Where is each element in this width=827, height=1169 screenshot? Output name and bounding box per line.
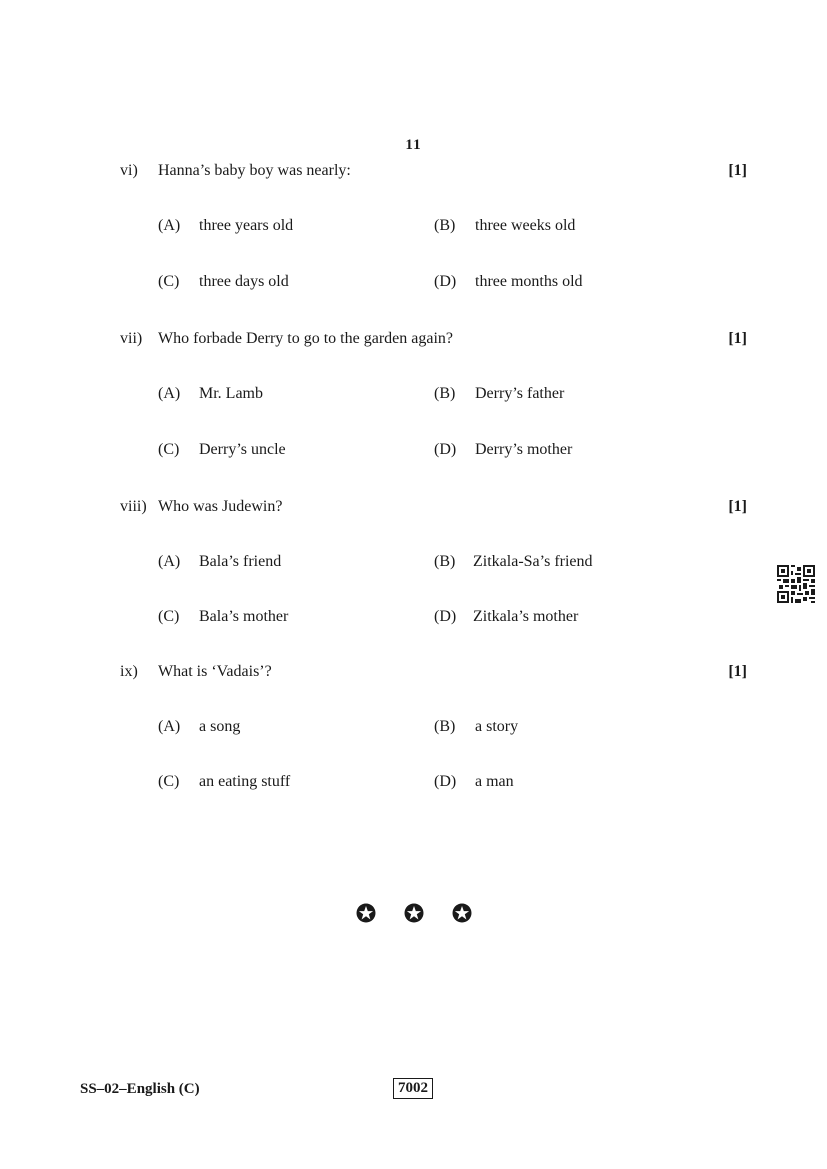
option-text: three days old [199, 273, 289, 290]
question-marks: [1] [728, 330, 747, 347]
option-text: Derry’s uncle [199, 441, 286, 458]
option-letter: (D) [434, 273, 457, 290]
question-marks: [1] [728, 162, 747, 179]
option-text: three weeks old [475, 217, 576, 234]
option-letter: (D) [434, 608, 457, 625]
option-d [434, 273, 583, 295]
option-d [434, 773, 514, 795]
option-b [434, 718, 518, 740]
option-text: Derry’s mother [475, 441, 573, 458]
end-of-paper-marks [0, 903, 827, 928]
option-a [158, 553, 281, 575]
question-marks: [1] [728, 663, 747, 680]
option-text: a story [475, 718, 519, 735]
option-a [158, 217, 293, 239]
option-letter: (A) [158, 385, 181, 402]
question-text: Hanna’s baby boy was nearly: [158, 162, 351, 179]
option-c [158, 773, 290, 795]
question-vii [0, 330, 827, 354]
option-letter: (A) [158, 718, 181, 735]
option-text: Bala’s friend [199, 553, 282, 570]
option-text: three years old [199, 217, 294, 234]
option-letter: (D) [434, 773, 457, 790]
option-letter: (A) [158, 217, 181, 234]
option-text: a song [199, 718, 241, 735]
option-a [158, 385, 263, 407]
option-letter: (C) [158, 608, 180, 625]
option-text: a man [475, 773, 514, 790]
question-number: vii) [120, 330, 143, 347]
question-number: vi) [120, 162, 138, 179]
footer-paper-code: SS–02–English (C) [80, 1081, 200, 1097]
question-number: ix) [120, 663, 138, 680]
footer-boxed-number: 7002 [393, 1078, 433, 1099]
option-letter: (C) [158, 773, 180, 790]
option-letter: (B) [434, 718, 456, 735]
option-letter: (B) [434, 553, 456, 570]
question-text: Who was Judewin? [158, 498, 283, 515]
option-d [434, 608, 578, 630]
question-viii [0, 498, 827, 522]
question-text: Who forbade Derry to go to the garden again? [158, 330, 453, 347]
star-icon [452, 903, 472, 923]
option-a [158, 718, 240, 740]
option-text: Zitkala-Sa’s friend [473, 553, 593, 570]
question-vi [0, 162, 827, 186]
question-ix [0, 663, 827, 687]
option-c [158, 441, 286, 463]
page-number: 11 [405, 137, 422, 153]
star-icon [404, 903, 424, 923]
option-letter: (C) [158, 273, 180, 290]
option-b [434, 217, 575, 239]
option-d [434, 441, 572, 463]
option-c [158, 608, 288, 630]
option-b [434, 385, 564, 407]
option-b [434, 553, 593, 575]
option-c [158, 273, 289, 295]
option-text: an eating stuff [199, 773, 291, 790]
option-letter: (B) [434, 385, 456, 402]
option-letter: (C) [158, 441, 180, 458]
star-icon [356, 903, 376, 923]
option-text: Zitkala’s mother [473, 608, 579, 625]
question-marks: [1] [728, 498, 747, 515]
option-text: three months old [475, 273, 583, 290]
question-number: viii) [120, 498, 147, 515]
option-text: Derry’s father [475, 385, 565, 402]
option-text: Mr. Lamb [199, 385, 263, 402]
option-letter: (A) [158, 553, 181, 570]
option-text: Bala’s mother [199, 608, 289, 625]
option-letter: (D) [434, 441, 457, 458]
qr-code-icon [777, 565, 815, 603]
question-text: What is ‘Vadais’? [158, 663, 272, 680]
option-letter: (B) [434, 217, 456, 234]
